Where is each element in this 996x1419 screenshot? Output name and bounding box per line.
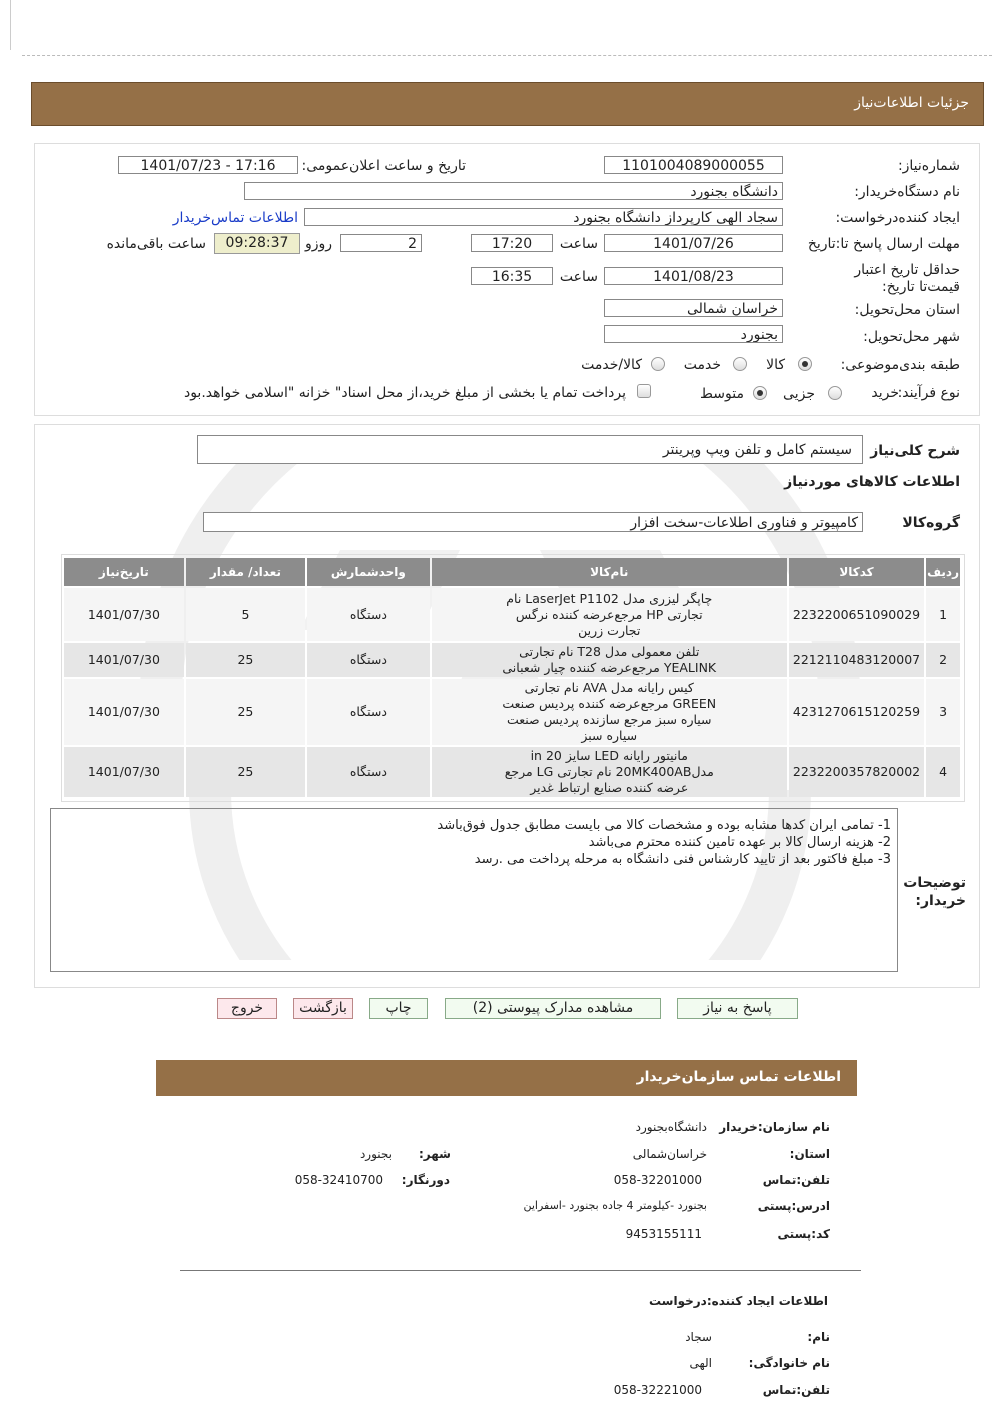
col-name-header: نام‌کالا [432, 558, 787, 586]
cell-row: 3 [926, 679, 960, 745]
deadline-time-field[interactable]: 17:20 [471, 234, 553, 252]
process-label: نوع فرآیند: [897, 385, 960, 401]
table-row [64, 588, 960, 641]
price-validity-label: حداقل تاریخ اعتبار قیمت‌تا تاریخ: [854, 262, 960, 295]
category-label: طبقه بندی‌موضوعی: [840, 357, 960, 373]
org-value: دانشگاه‌بجنورد [635, 1120, 707, 1134]
cell-name: چاپگر لیزری مدل LaserJet P1102 نام تجارتی HP مرجع‌عرضه کننده نرگس تجارت زرین [432, 588, 787, 641]
process-medium-radio[interactable] [753, 386, 767, 400]
cell-unit: دستگاه [307, 588, 430, 641]
header-title: جزئیات اطلاعات‌نیاز [854, 95, 969, 111]
cell-name: تلفن معمولی مدل T28 نام تجارتی YEALINK مرجع‌عرضه کننده چیار شعبانی [432, 643, 787, 677]
process-minor-radio[interactable] [828, 386, 842, 400]
left-border-line [10, 0, 11, 50]
province-field[interactable]: خراسان شمالی [604, 299, 783, 317]
buyer-org-label: نام دستگاه‌خریدار: [854, 184, 960, 200]
days-label: روزو [304, 236, 332, 252]
price-validity-time-field[interactable]: 16:35 [471, 267, 553, 285]
creator-info-title: اطلاعات ایجاد کننده:درخواست [648, 1294, 828, 1308]
top-divider [22, 55, 992, 56]
col-date-header: تاریخ‌نیاز [64, 558, 184, 586]
cell-code: 2232200357820002 [789, 747, 924, 797]
creator-name-label: نام: [807, 1330, 830, 1344]
contact-divider [180, 1270, 861, 1271]
goods-table [62, 556, 962, 799]
need-number-label: شماره‌نیاز: [897, 158, 960, 174]
goods-group-label: گروه‌کالا [902, 515, 960, 531]
view-attachments-button[interactable]: مشاهده مدارک پیوستی (2) [445, 998, 661, 1019]
creator-family-label: نام خانوادگی: [748, 1356, 830, 1370]
province-contact-label: استان: [789, 1147, 830, 1161]
reply-button[interactable]: پاسخ به نیاز [677, 998, 798, 1019]
cell-date: 1401/07/30 [64, 679, 184, 745]
cell-name: مانیتور رایانه LED سایز 20 in مدل20MK400AB نام تجارتی LG مرجع عرضه کننده صنایع ارتباط غدیر [432, 747, 787, 797]
cell-unit: دستگاه [307, 643, 430, 677]
cell-qty: 25 [186, 643, 305, 677]
cell-code: 2212110483120007 [789, 643, 924, 677]
creator-field[interactable]: سجاد الهی کارپرداز دانشگاه بجنورد [304, 208, 783, 226]
creator-name-value: سجاد [685, 1330, 712, 1344]
buyer-notes-box[interactable] [50, 808, 898, 972]
summary-label: شرح کلی‌نیاز [870, 443, 960, 459]
table-row [64, 747, 960, 797]
details-header-bar [31, 82, 984, 126]
table-row [64, 643, 960, 677]
remaining-timer: 09:28:37 [214, 233, 300, 254]
remaining-label: ساعت باقی‌مانده [106, 236, 206, 252]
category-both-radio[interactable] [651, 357, 665, 371]
deadline-label: مهلت ارسال پاسخ تا:تاریخ [807, 236, 960, 252]
cell-qty: 5 [186, 588, 305, 641]
buyer-notes-label: توضیحات خریدار: [903, 875, 966, 909]
cell-qty: 25 [186, 747, 305, 797]
note-line: 2- هزینه ارسال کالا بر عهده تامین کننده محترم می‌باشد [588, 835, 891, 850]
creator-family-value: الهی [689, 1356, 712, 1370]
creator-phone-value: 058-32221000 [613, 1383, 702, 1397]
creator-label: ایجاد کننده‌درخواست: [835, 210, 960, 226]
process-minor-label: جزیی [783, 386, 815, 402]
treasury-text: پرداخت تمام یا بخشی از مبلغ خرید،از محل اسناد" خزانه "اسلامی خواهد.بود [183, 385, 626, 401]
note-line: 3- مبلغ فاکتور بعد از تایید کارشناس فنی دانشگاه به مرحله پرداخت می .رسد [474, 852, 891, 867]
cell-code: 2232200651090029 [789, 588, 924, 641]
city-contact-label: شهر: [419, 1147, 451, 1161]
announce-label: تاریخ و ساعت اعلان‌عمومی: [301, 158, 466, 174]
days-field[interactable]: 2 [340, 234, 422, 252]
process-purchase-label: خرید [871, 385, 899, 401]
contact-header-bar [156, 1060, 857, 1096]
col-row-header: ردیف [926, 558, 960, 586]
goods-info-title: اطلاعات کالاهای موردنیاز [784, 474, 960, 490]
postal-label: کد:پستی [777, 1227, 830, 1241]
summary-field[interactable]: سیستم کامل و تلفن ویپ وپرینتر [197, 435, 863, 464]
col-unit-header: واحدشمارش [307, 558, 430, 586]
cell-row: 2 [926, 643, 960, 677]
cell-row: 1 [926, 588, 960, 641]
cell-name: کیس رایانه مدل AVA نام تجارتی GREEN مرجع‌عرضه کننده پردیس صنعت سیاره سبز مرجع سازنده پردیس صنعت سیاره سبز [432, 679, 787, 745]
cell-date: 1401/07/30 [64, 643, 184, 677]
back-button[interactable]: بازگشت [293, 998, 353, 1019]
cell-date: 1401/07/30 [64, 588, 184, 641]
print-button[interactable]: چاپ [369, 998, 428, 1019]
city-field[interactable]: بجنورد [604, 325, 783, 343]
cell-date: 1401/07/30 [64, 747, 184, 797]
category-both-label: کالا/خدمت [581, 357, 642, 373]
category-goods-radio[interactable] [798, 357, 812, 371]
city-contact-value: بجنورد [359, 1147, 392, 1161]
creator-phone-label: تلفن:تماس [762, 1383, 830, 1397]
category-goods-label: کالا [766, 357, 785, 373]
deadline-date-field[interactable]: 1401/07/26 [604, 234, 783, 252]
province-label: استان محل‌تحویل: [854, 302, 960, 318]
note-line: 1- تمامی ایران کدها مشابه بوده و مشخصات کالا می بایست مطابق جدول فوق‌باشد [437, 818, 891, 833]
col-code-header: کدکالا [789, 558, 924, 586]
fax-label: دورنگار: [401, 1173, 450, 1187]
announce-field[interactable]: 1401/07/23 - 17:16 [118, 156, 298, 174]
category-service-label: خدمت [683, 357, 721, 373]
province-contact-value: خراسان‌شمالی [632, 1147, 707, 1161]
contact-title: اطلاعات تماس سازمان‌خریدار [636, 1069, 841, 1085]
postal-value: 9453155111 [625, 1227, 702, 1241]
cell-row: 4 [926, 747, 960, 797]
cell-qty: 25 [186, 679, 305, 745]
cell-unit: دستگاه [307, 679, 430, 745]
cell-unit: دستگاه [307, 747, 430, 797]
address-label: ادرس:پستی [757, 1199, 830, 1213]
org-label: نام سازمان:خریدار [719, 1120, 830, 1134]
address-value: بجنورد -کیلومتر 4 جاده بجنورد -اسفراین [523, 1199, 707, 1212]
deadline-time-label: ساعت [559, 236, 598, 252]
goods-group-field[interactable]: کامپیوتر و فناوری اطلاعات-سخت افزار [203, 512, 863, 532]
table-row [64, 679, 960, 745]
need-number-field[interactable]: 1101004089000055 [604, 156, 783, 174]
buyer-org-field[interactable]: دانشگاه بجنورد [244, 182, 783, 200]
cell-code: 4231270615120259 [789, 679, 924, 745]
treasury-checkbox[interactable] [637, 384, 651, 398]
exit-button[interactable]: خروج [217, 998, 277, 1019]
city-label: شهر محل‌تحویل: [863, 329, 960, 345]
price-validity-date-field[interactable]: 1401/08/23 [604, 267, 783, 285]
fax-value: 058-32410700 [294, 1173, 383, 1187]
phone-contact-value: 058-32201000 [613, 1173, 702, 1187]
process-medium-label: متوسط [700, 386, 744, 402]
phone-contact-label: تلفن:تماس [762, 1173, 830, 1187]
buyer-contact-link[interactable]: اطلاعات تماس‌خریدار [172, 210, 298, 226]
col-qty-header: تعداد/ مقدار [186, 558, 305, 586]
price-validity-time-label: ساعت [559, 269, 598, 285]
category-service-radio[interactable] [733, 357, 747, 371]
